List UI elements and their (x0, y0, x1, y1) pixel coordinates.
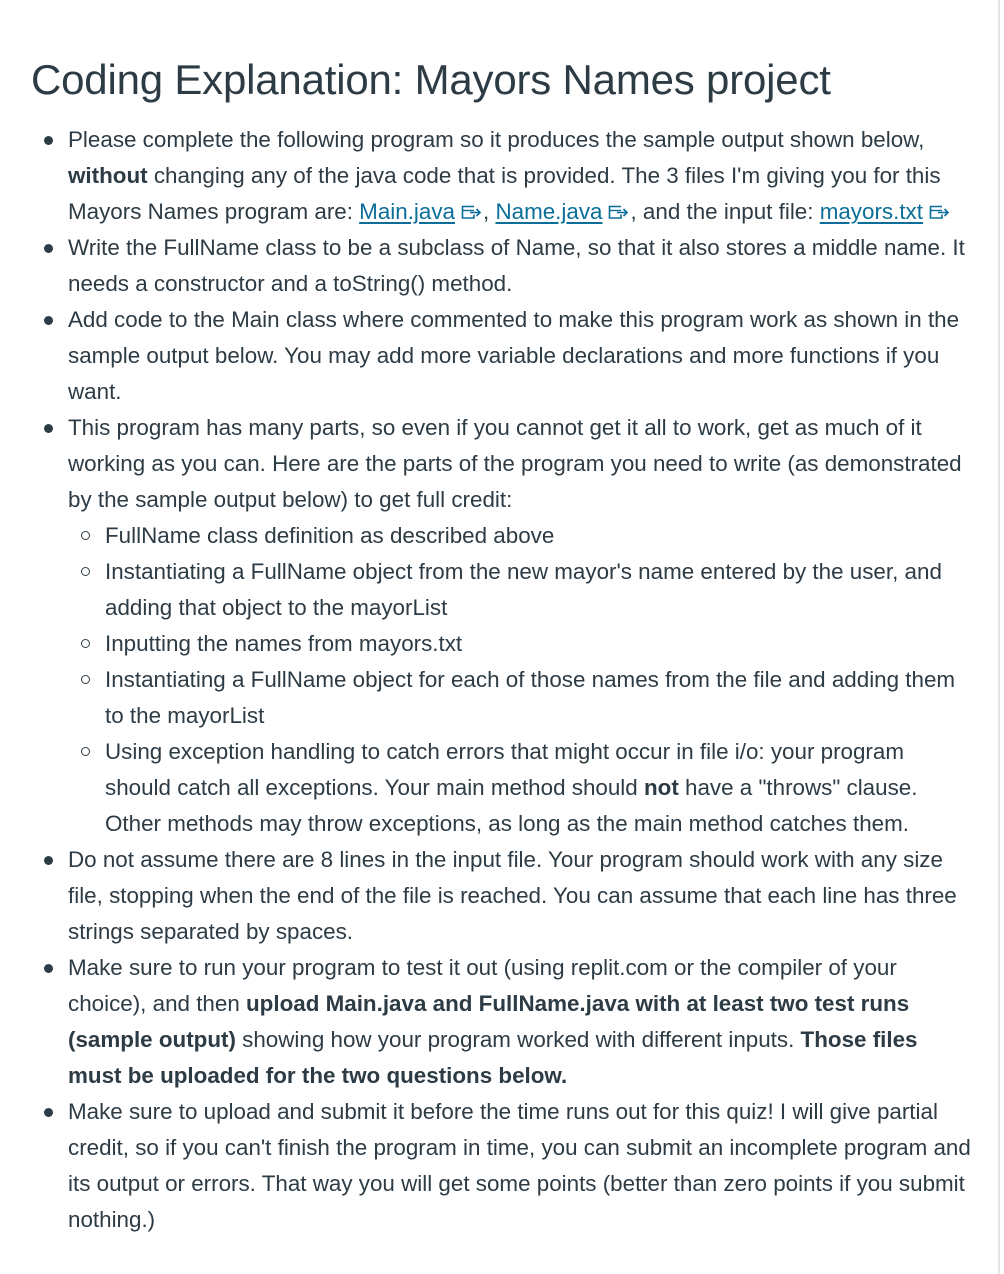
list-item: Write the FullName class to be a subclass of Name, so that it also stores a middle name. It needs a constructor and a toString() method. (68, 230, 973, 302)
bullet-text: , (483, 199, 496, 224)
bold-text: not (643, 775, 679, 800)
bullet-text: Make sure to run your program to test it out (using replit.com or the compiler of your choice), and then (68, 955, 897, 1016)
bold-text: Those files must be uploaded for the two questions below. (68, 1027, 918, 1088)
bullet-text: This program has many parts, so even if you cannot get it all to work, get as much of it working as you can. Here are the parts of the program you need to write (as demonstrated by the sample output below) to get full credit: (68, 415, 962, 512)
list-item: Make sure to upload and submit it before the time runs out for this quiz! I will give partial credit, so if you can't finish the program in time, you can submit an incomplete program and its output or errors. That way you will get some points (better than zero points if you submit nothing.) (68, 1094, 973, 1238)
list-item: Add code to the Main class where commented to make this program work as shown in the sample output below. You may add more variable declarations and more functions if you want. (68, 302, 973, 410)
list-item: Do not assume there are 8 lines in the input file. Your program should work with any size file, stopping when the end of the file is reached. You can assume that each line has three strings separated by spaces. (68, 842, 973, 950)
right-divider (998, 0, 1000, 1274)
sublist-item (105, 734, 973, 842)
list-item (68, 122, 973, 230)
list-item (68, 410, 973, 842)
bullet-text: Using exception handling to catch errors that might occur in file i/o: your program should catch all exceptions. Your main method should (105, 739, 904, 800)
sublist-item: FullName class definition as described above (105, 518, 973, 554)
instructions-list (68, 122, 973, 1238)
external-link-icon (606, 196, 630, 214)
mayors-txt-link[interactable]: mayors.txt (819, 199, 923, 224)
parts-sublist (68, 518, 973, 842)
main-java-link[interactable]: Main.java (359, 199, 455, 224)
sublist-item: Instantiating a FullName object for each of those names from the file and adding them to the mayorList (105, 662, 973, 734)
bullet-text: changing any of the java code that is provided. The 3 files I'm giving you for this Mayors Names program are: (68, 163, 941, 224)
bullet-text: Please complete the following program so it produces the sample output shown below, (68, 127, 925, 152)
bullet-text: showing how your program worked with different inputs. (235, 1027, 801, 1052)
sublist-item: Inputting the names from mayors.txt (105, 626, 973, 662)
list-item (68, 950, 973, 1094)
page-title: Coding Explanation: Mayors Names project (31, 56, 831, 103)
external-link-icon (459, 196, 483, 214)
sublist-item: Instantiating a FullName object from the new mayor's name entered by the user, and adding that object to the mayorList (105, 554, 973, 626)
bold-text: upload Main.java and FullName.java with at least two test runs (sample output) (68, 991, 910, 1052)
bullet-text: have a "throws" clause. Other methods may throw exceptions, as long as the main method catches them. (105, 775, 918, 836)
bold-text: without (68, 163, 148, 188)
name-java-link[interactable]: Name.java (495, 199, 603, 224)
bullet-text: , and the input file: (630, 199, 820, 224)
external-link-icon (927, 196, 951, 214)
